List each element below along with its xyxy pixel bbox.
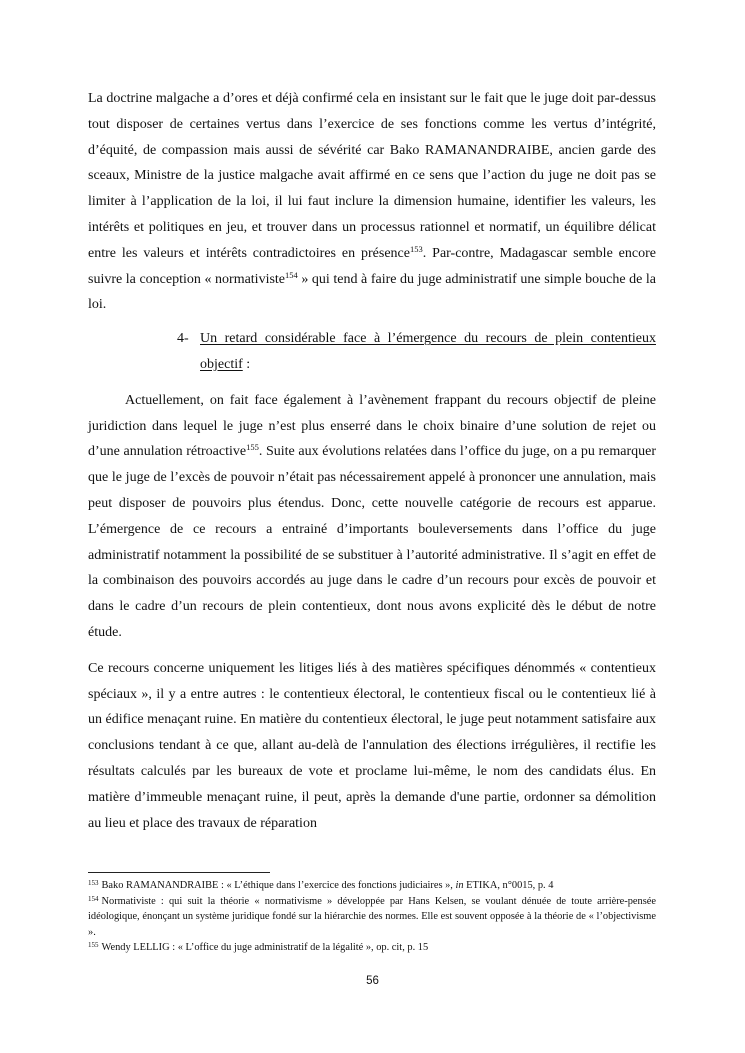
heading-number: 4- [177,331,189,347]
footnotes [88,878,656,956]
footnote-154: $^{154}$ Normativiste : qui suit la théorie « normativisme » développée par Hans Kelsen, se voulant dénuée de toute arrière-pensée idéologique, énonçant un système juridique fondé sur la hiérarchie des normes. Elle est souvent opposée à la théorie de « l’objectivisme ». [88,894,656,938]
paragraph-doctrine: La doctrine malgache a d’ores et déjà confirmé cela en insistant sur le fait que le juge doit par-dessus tout disposer de certaines vertus dans l’exercice de ses fonctions comme les vertus d’intégrité, d’équité, de compassion mais aussi de sévérité car Bako RAMANANDRAIBE, ancien garde des sceaux, Ministre de la justice malgache avait affirmé en ce sens que l’action du juge ne doit pas se limiter à l’application de la loi, il lui faut inclure la dimension humaine, identifier les valeurs, les intérêts et politiques en jeu, et trouver dans un processus rationnel et normatif, un équilibre délicat entre les valeurs et intérêts contradictoires en présence$^{153}$. Par-contre, Madagascar semble encore suivre la conception « normativiste$^{154}$ » qui tend à faire du juge administratif une simple bouche de la loi. [88,91,656,313]
footnote-ref-153[interactable]: 153 [410,243,423,254]
heading-title: Un retard considérable face à l’émergence du recours de plein contentieux objectif [200,331,656,372]
footnote-155: $^{155}$ Wendy LELLIG : « L’office du juge administratif de la légalité », op. cit, p. 15 [88,941,429,953]
footnote-separator [88,872,270,873]
paragraph-recours-objectif: Actuellement, on fait face également à l’avènement frappant du recours objectif de pleine juridiction dans lequel le juge n’est plus enserré dans le choix binaire d’une solution de rejet ou d’une annulation rétroactive$^{155}$. Suite aux évolutions relatées dans l’office du juge, on a pu remarquer que le juge de l’excès de pouvoir n’était pas nécessairement appelé à prononcer une annulation, mais peut disposer de pouvoirs plus étendus. Donc, cette nouvelle catégorie de recours est apparue. L’émergence de ce recours a entrainé d’importants bouleversements dans l’office du juge administratif notamment la possibilité de se substituer à l’autorité administrative. Il s’agit en effet de la combinaison des pouvoirs accordés au juge dans le cadre d’un recours pour excès de pouvoir et dans le cadre d’un recours de plein contentieux, dont nous avons explicité dès le début de notre étude. [88,392,656,640]
paragraph-contentieux-speciaux: Ce recours concerne uniquement les litiges liés à des matières spécifiques dénommés « contentieux spéciaux », il y a entre autres : le contentieux électoral, le contentieux fiscal ou le contentieux lié à un édifice menaçant ruine. En matière du contentieux électoral, le juge peut notamment satisfaire aux conclusions tendant à ce que, allant au-delà de l'annulation des élections irrégulières, il rectifie les résultats calculés par les bureaux de vote et proclame lui-même, le nom des candidats élus. En matière d’immeuble menaçant ruine, il peut, après la demande d'une partie, ordonner sa démolition au lieu et place des travaux de réparation [88,660,656,831]
footnote-ref-154[interactable]: 154 [285,269,298,280]
body-text [88,86,656,836]
page-number: 56 [366,975,379,987]
footnote-ref-155[interactable]: 155 [246,442,259,453]
section-heading: 4- Un retard considérable face à l’émergence du recours de plein contentieux objectif : [88,326,656,378]
footnote-153: $^{153}$ Bako RAMANANDRAIBE : « L’éthique dans l’exercice des fonctions judiciaires », in ETIKA, n°0015, p. 4 [88,879,554,891]
